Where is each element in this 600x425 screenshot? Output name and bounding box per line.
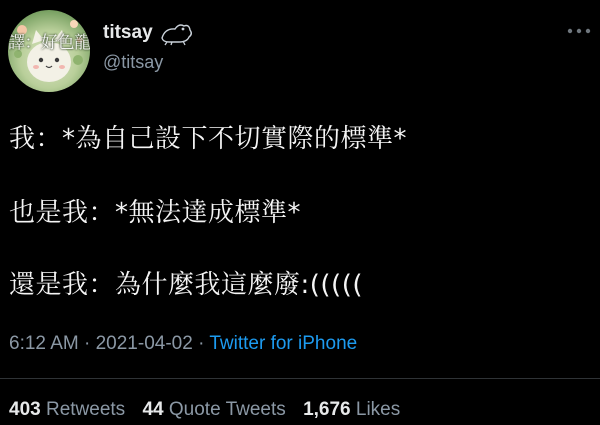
divider [0,378,600,379]
likes-count: 1,676 [303,399,351,420]
meta-separator: · [84,333,91,354]
frog-icon [159,20,195,46]
retweets-count: 403 [9,399,41,420]
quote-count: 44 [142,399,164,420]
retweets-stat[interactable] [9,399,125,420]
quote-tweets-stat[interactable] [142,399,285,420]
tweet-text-line: 我：*為自己設下不切實際的標準* [9,124,408,154]
tweet-stats [9,399,412,421]
meta-separator: · [198,333,205,354]
user-handle[interactable]: @titsay [103,52,164,72]
likes-label: Likes [355,399,401,420]
retweets-label: Retweets [45,399,126,420]
tweet-source-link[interactable]: Twitter for iPhone [209,333,358,354]
tweet-time[interactable]: 6:12 AM [9,333,79,354]
avatar[interactable] [8,10,90,92]
tweet-text-line: 還是我：為什麼我這麼廢:((((( [9,270,363,300]
display-name[interactable]: titsay [103,22,153,43]
quote-label: Quote Tweets [168,399,286,420]
more-options-icon[interactable] [566,26,592,36]
likes-stat[interactable] [303,399,400,420]
display-name-row [103,20,195,46]
tweet-date[interactable]: 2021-04-02 [95,333,193,354]
avatar-watermark: 譯：好色龍 [8,33,90,53]
tweet-meta [9,333,357,355]
tweet-text-line: 也是我：*無法達成標準* [9,198,302,228]
